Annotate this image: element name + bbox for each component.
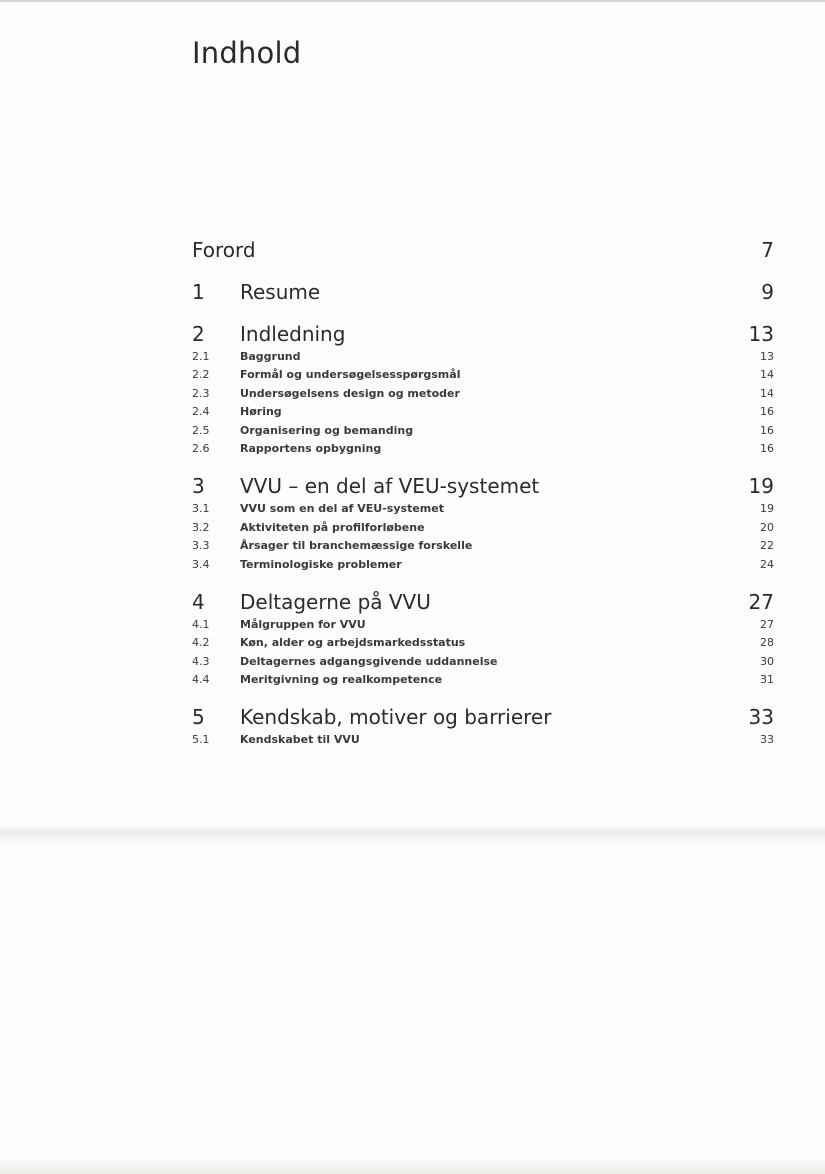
page-title: Indhold bbox=[192, 36, 302, 70]
toc-section-page: 22 bbox=[760, 539, 774, 553]
toc-entry-page: 7 bbox=[761, 238, 774, 262]
toc-section-number: 2.4 bbox=[192, 405, 210, 419]
toc-section-title: Formål og undersøgelsesspørgsmål bbox=[240, 368, 461, 382]
toc-chapter-1[interactable] bbox=[192, 278, 774, 306]
toc-chapter-page: 19 bbox=[748, 474, 774, 499]
toc-section-title: Køn, alder og arbejdsmarkedsstatus bbox=[240, 636, 466, 650]
toc-chapter-3[interactable] bbox=[192, 472, 774, 500]
toc-section-2-1[interactable] bbox=[192, 348, 774, 366]
toc-chapter-title: Deltagerne på VVU bbox=[240, 589, 431, 614]
table-of-contents bbox=[192, 236, 774, 750]
toc-section-page: 28 bbox=[760, 636, 774, 650]
toc-section-page: 13 bbox=[760, 350, 774, 363]
toc-chapter-title: Indledning bbox=[240, 322, 346, 346]
toc-section-number: 2.3 bbox=[192, 386, 210, 400]
top-rule bbox=[0, 0, 825, 2]
toc-section-title: Målgruppen for VVU bbox=[240, 617, 366, 631]
toc-chapter-4[interactable] bbox=[192, 588, 774, 616]
toc-section-4-4[interactable] bbox=[192, 671, 774, 689]
toc-section-number: 2.6 bbox=[192, 441, 210, 455]
toc-section-title: VVU som en del af VEU-systemet bbox=[240, 502, 444, 516]
toc-section-3-4[interactable] bbox=[192, 556, 774, 574]
toc-section-2-5[interactable] bbox=[192, 422, 774, 440]
toc-section-number: 3.2 bbox=[192, 520, 210, 534]
toc-chapter-title: VVU – en del af VEU-systemet bbox=[240, 474, 540, 499]
toc-section-title: Organisering og bemanding bbox=[240, 423, 414, 437]
toc-section-3-1[interactable] bbox=[192, 500, 774, 518]
toc-section-number: 4.3 bbox=[192, 654, 210, 668]
toc-section-number: 2.5 bbox=[192, 423, 210, 437]
toc-section-page: 31 bbox=[760, 673, 774, 687]
toc-section-title: Høring bbox=[240, 405, 282, 419]
toc-chapter-title: Kendskab, motiver og barrierer bbox=[240, 705, 552, 730]
toc-section-title: Terminologiske problemer bbox=[240, 557, 402, 571]
page-bottom-edge bbox=[0, 1158, 825, 1174]
toc-section-2-2[interactable] bbox=[192, 366, 774, 384]
toc-chapter-page: 33 bbox=[748, 705, 774, 730]
scan-artifact-band bbox=[0, 824, 825, 844]
toc-section-2-4[interactable] bbox=[192, 403, 774, 421]
toc-section-page: 16 bbox=[760, 441, 774, 455]
toc-chapter-number: 1 bbox=[192, 280, 205, 304]
toc-section-number: 4.4 bbox=[192, 673, 210, 687]
toc-section-page: 14 bbox=[760, 368, 774, 382]
toc-entry-title: Forord bbox=[192, 238, 256, 262]
toc-section-title: Rapportens opbygning bbox=[240, 441, 382, 455]
toc-section-4-2[interactable] bbox=[192, 634, 774, 652]
toc-section-page: 16 bbox=[760, 423, 774, 437]
toc-section-5-1[interactable] bbox=[192, 731, 774, 749]
toc-section-number: 2.2 bbox=[192, 368, 210, 382]
toc-section-number: 5.1 bbox=[192, 733, 210, 747]
toc-chapter-5[interactable] bbox=[192, 703, 774, 731]
toc-section-3-3[interactable] bbox=[192, 537, 774, 555]
toc-section-number: 4.1 bbox=[192, 617, 210, 631]
toc-section-page: 19 bbox=[760, 502, 774, 516]
toc-chapter-2[interactable] bbox=[192, 320, 774, 348]
toc-section-number: 3.3 bbox=[192, 539, 210, 553]
toc-section-page: 27 bbox=[760, 617, 774, 631]
toc-section-title: Kendskabet til VVU bbox=[240, 733, 360, 747]
toc-section-page: 20 bbox=[760, 520, 774, 534]
toc-section-4-1[interactable] bbox=[192, 616, 774, 634]
toc-chapter-title: Resume bbox=[240, 280, 321, 304]
toc-section-4-3[interactable] bbox=[192, 653, 774, 671]
toc-chapter-page: 13 bbox=[748, 322, 774, 346]
toc-section-2-3[interactable] bbox=[192, 385, 774, 403]
toc-chapter-number: 2 bbox=[192, 322, 205, 346]
toc-section-page: 14 bbox=[760, 386, 774, 400]
toc-section-page: 30 bbox=[760, 654, 774, 668]
toc-section-page: 24 bbox=[760, 557, 774, 571]
toc-chapter-number: 3 bbox=[192, 474, 205, 499]
toc-section-number: 2.1 bbox=[192, 350, 210, 363]
toc-section-title: Deltagernes adgangsgivende uddannelse bbox=[240, 654, 498, 668]
toc-section-number: 3.4 bbox=[192, 557, 210, 571]
toc-section-number: 4.2 bbox=[192, 636, 210, 650]
toc-chapter-page: 9 bbox=[761, 280, 774, 304]
toc-section-number: 3.1 bbox=[192, 502, 210, 516]
toc-section-page: 16 bbox=[760, 405, 774, 419]
toc-section-page: 33 bbox=[760, 733, 774, 747]
toc-section-title: Undersøgelsens design og metoder bbox=[240, 386, 460, 400]
toc-section-3-2[interactable] bbox=[192, 519, 774, 537]
toc-section-2-6[interactable] bbox=[192, 440, 774, 458]
toc-entry-foreword[interactable] bbox=[192, 236, 774, 264]
toc-chapter-number: 5 bbox=[192, 705, 205, 730]
toc-section-title: Årsager til branchemæssige forskelle bbox=[240, 539, 473, 553]
toc-section-title: Aktiviteten på profilforløbene bbox=[240, 520, 425, 534]
toc-section-title: Baggrund bbox=[240, 350, 301, 363]
toc-section-title: Meritgivning og realkompetence bbox=[240, 673, 443, 687]
toc-chapter-number: 4 bbox=[192, 589, 205, 614]
toc-chapter-page: 27 bbox=[748, 589, 774, 614]
